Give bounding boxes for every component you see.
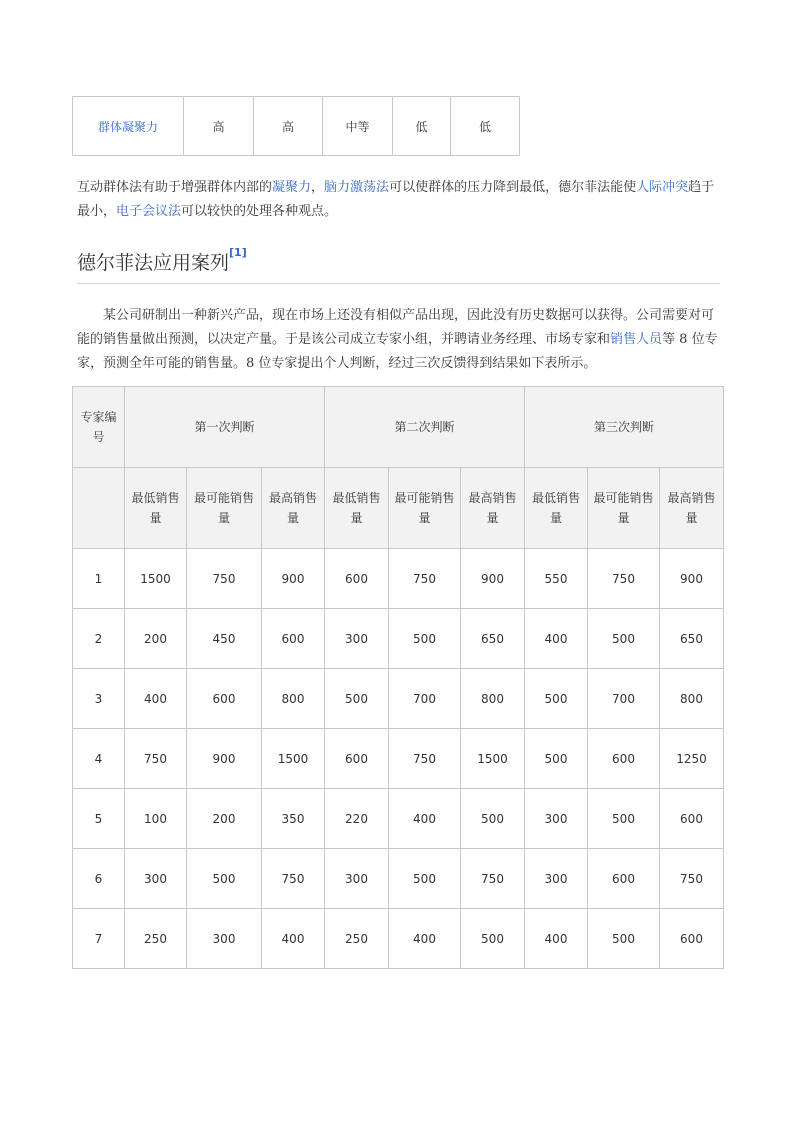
cohesion-table — [72, 96, 520, 156]
sales-value-cell: 750 — [262, 849, 325, 909]
round-header: 第二次判断 — [325, 387, 525, 468]
sales-value-cell: 900 — [262, 549, 325, 609]
sales-staff-link[interactable]: 销售人员 — [610, 332, 663, 347]
delphi-results-table — [72, 386, 724, 969]
sales-value-cell: 220 — [325, 789, 389, 849]
cohesion-link[interactable]: 群体凝聚力 — [97, 119, 158, 134]
sales-value-cell: 900 — [187, 729, 262, 789]
table-cell: 低 — [393, 97, 451, 156]
sales-value-cell: 700 — [588, 669, 660, 729]
sales-value-cell: 800 — [660, 669, 724, 729]
table-row — [73, 549, 724, 609]
sales-value-cell: 650 — [660, 609, 724, 669]
table-row — [73, 97, 520, 156]
subheader: 最高销售量 — [660, 468, 724, 549]
sales-value-cell: 300 — [187, 909, 262, 969]
sales-value-cell: 400 — [525, 909, 588, 969]
sales-value-cell: 500 — [588, 789, 660, 849]
section-heading — [77, 248, 720, 284]
text: ， — [311, 180, 325, 195]
table-cell: 高 — [184, 97, 254, 156]
sales-value-cell: 750 — [389, 729, 461, 789]
sales-value-cell: 600 — [325, 549, 389, 609]
reference-link[interactable]: [1] — [229, 246, 247, 259]
sales-value-cell: 500 — [187, 849, 262, 909]
table-cell: 中等 — [323, 97, 393, 156]
subheader: 最低销售量 — [125, 468, 187, 549]
round-header: 第三次判断 — [525, 387, 724, 468]
sales-value-cell: 500 — [389, 849, 461, 909]
subheader: 最低销售量 — [525, 468, 588, 549]
expert-number-cell: 6 — [73, 849, 125, 909]
table-row — [73, 669, 724, 729]
sales-value-cell: 400 — [262, 909, 325, 969]
sales-value-cell: 600 — [660, 789, 724, 849]
subheader: 最高销售量 — [262, 468, 325, 549]
sales-value-cell: 600 — [262, 609, 325, 669]
sales-value-cell: 500 — [588, 909, 660, 969]
sales-value-cell: 200 — [125, 609, 187, 669]
intro-paragraph — [77, 176, 717, 224]
case-paragraph — [77, 304, 720, 376]
sales-value-cell: 250 — [325, 909, 389, 969]
table-cell: 低 — [451, 97, 520, 156]
sales-value-cell: 600 — [588, 729, 660, 789]
expert-number-cell: 2 — [73, 609, 125, 669]
sales-value-cell: 1500 — [125, 549, 187, 609]
text: 可以较快的处理各种观点。 — [181, 204, 338, 219]
interpersonal-conflict-link[interactable]: 人际冲突 — [636, 180, 689, 195]
subheader: 最可能销售量 — [389, 468, 461, 549]
subheader: 最可能销售量 — [187, 468, 262, 549]
sales-value-cell: 300 — [525, 849, 588, 909]
sales-value-cell: 600 — [660, 909, 724, 969]
sales-value-cell: 800 — [262, 669, 325, 729]
sales-value-cell: 800 — [461, 669, 525, 729]
sales-value-cell: 300 — [525, 789, 588, 849]
sales-value-cell: 1500 — [461, 729, 525, 789]
expert-number-cell: 3 — [73, 669, 125, 729]
sales-value-cell: 250 — [125, 909, 187, 969]
sales-value-cell: 100 — [125, 789, 187, 849]
sales-value-cell: 600 — [325, 729, 389, 789]
electronic-meeting-link[interactable]: 电子会议法 — [116, 204, 182, 219]
text: 某公司研制出一种新兴产品，现在市场上还没有相似产品出现，因此没有历史数据可以获得。公司需要对可能的销售量做出预测，以决定产量。于是该公司成立专家小组，并聘请业务经理、市场专家和 — [77, 308, 715, 347]
text: 互动群体法有助于增强群体内部的 — [77, 180, 273, 195]
sales-value-cell: 750 — [389, 549, 461, 609]
table-cell-link[interactable] — [73, 97, 184, 156]
sales-value-cell: 500 — [461, 909, 525, 969]
sales-value-cell: 650 — [461, 609, 525, 669]
subheader: 最高销售量 — [461, 468, 525, 549]
text: 等 8 位专家，预测全年可能的销售量。8 位专家提出个人判断，经过三次反馈得到结果如下表所示。 — [77, 332, 718, 371]
sales-value-cell: 1250 — [660, 729, 724, 789]
sales-value-cell: 900 — [660, 549, 724, 609]
sales-value-cell: 750 — [187, 549, 262, 609]
expert-number-cell: 5 — [73, 789, 125, 849]
sales-value-cell: 500 — [525, 669, 588, 729]
expert-number-cell: 7 — [73, 909, 125, 969]
sales-value-cell: 300 — [125, 849, 187, 909]
table-row — [73, 729, 724, 789]
header-row — [73, 387, 724, 468]
sales-value-cell: 1500 — [262, 729, 325, 789]
sales-value-cell: 400 — [125, 669, 187, 729]
table-row — [73, 849, 724, 909]
sales-value-cell: 500 — [525, 729, 588, 789]
brainstorming-link[interactable]: 脑力激荡法 — [324, 180, 390, 195]
sales-value-cell: 400 — [389, 909, 461, 969]
text: 趋于最小， — [77, 180, 715, 219]
table-row — [73, 789, 724, 849]
subheader: 最低销售量 — [325, 468, 389, 549]
sales-value-cell: 750 — [588, 549, 660, 609]
sales-value-cell: 500 — [461, 789, 525, 849]
sales-value-cell: 600 — [588, 849, 660, 909]
sales-value-cell: 350 — [262, 789, 325, 849]
sales-value-cell: 550 — [525, 549, 588, 609]
sales-value-cell: 300 — [325, 609, 389, 669]
sales-value-cell: 750 — [660, 849, 724, 909]
sales-value-cell: 450 — [187, 609, 262, 669]
sales-value-cell: 200 — [187, 789, 262, 849]
sales-value-cell: 750 — [125, 729, 187, 789]
table-row — [73, 909, 724, 969]
expert-number-cell: 4 — [73, 729, 125, 789]
expert-number-header: 专家编号 — [73, 387, 125, 468]
sales-value-cell: 500 — [588, 609, 660, 669]
sales-value-cell: 500 — [389, 609, 461, 669]
subheader-row — [73, 468, 724, 549]
table-body — [73, 549, 724, 969]
sales-value-cell: 400 — [525, 609, 588, 669]
cohesion-link[interactable]: 凝聚力 — [272, 180, 312, 195]
sales-value-cell: 400 — [389, 789, 461, 849]
round-header: 第一次判断 — [125, 387, 325, 468]
section-title-text: 德尔菲法应用案列 — [77, 252, 230, 274]
sales-value-cell: 500 — [325, 669, 389, 729]
sales-value-cell: 750 — [461, 849, 525, 909]
text: 可以使群体的压力降到最低，德尔菲法能使 — [389, 180, 637, 195]
table-row — [73, 609, 724, 669]
empty-header — [73, 468, 125, 549]
subheader: 最可能销售量 — [588, 468, 660, 549]
sales-value-cell: 600 — [187, 669, 262, 729]
table-cell: 高 — [254, 97, 323, 156]
expert-number-cell: 1 — [73, 549, 125, 609]
sales-value-cell: 300 — [325, 849, 389, 909]
sales-value-cell: 700 — [389, 669, 461, 729]
sales-value-cell: 900 — [461, 549, 525, 609]
